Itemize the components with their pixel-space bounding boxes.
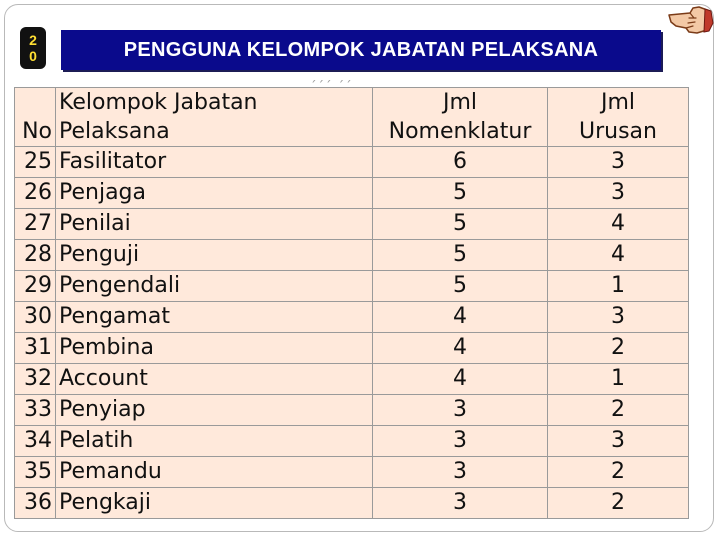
cell-urusan: 3 bbox=[548, 426, 689, 457]
table-row bbox=[15, 302, 689, 333]
cell-nomenklatur: 5 bbox=[373, 209, 548, 240]
cell-nomenklatur: 4 bbox=[373, 302, 548, 333]
col-header-nomenklatur: Jml Nomenklatur bbox=[373, 88, 548, 147]
col-header-group: Kelompok Jabatan Pelaksana bbox=[56, 88, 373, 147]
cell-urusan: 1 bbox=[548, 271, 689, 302]
cell-urusan: 2 bbox=[548, 488, 689, 519]
cell-urusan: 2 bbox=[548, 395, 689, 426]
cell-no: 26 bbox=[15, 178, 56, 209]
cell-name: Penjaga bbox=[56, 178, 373, 209]
table-row bbox=[15, 364, 689, 395]
col-header-urusan: Jml Urusan bbox=[548, 88, 689, 147]
cell-nomenklatur: 4 bbox=[373, 333, 548, 364]
cell-name: Pembina bbox=[56, 333, 373, 364]
table-header-row bbox=[15, 88, 689, 147]
slide-number-line2: 0 bbox=[29, 48, 37, 64]
col-header-no: No bbox=[15, 88, 56, 147]
table-row bbox=[15, 333, 689, 364]
cell-nomenklatur: 3 bbox=[373, 457, 548, 488]
cell-urusan: 1 bbox=[548, 364, 689, 395]
cell-urusan: 2 bbox=[548, 333, 689, 364]
table-row bbox=[15, 240, 689, 271]
cell-nomenklatur: 3 bbox=[373, 395, 548, 426]
slide-title: PENGGUNA KELOMPOK JABATAN PELAKSANA bbox=[123, 38, 599, 61]
cell-no: 34 bbox=[15, 426, 56, 457]
cell-no: 35 bbox=[15, 457, 56, 488]
cell-urusan: 3 bbox=[548, 302, 689, 333]
jabatan-table bbox=[14, 87, 689, 519]
cell-no: 30 bbox=[15, 302, 56, 333]
cell-nomenklatur: 3 bbox=[373, 426, 548, 457]
cell-no: 25 bbox=[15, 147, 56, 178]
cell-no: 31 bbox=[15, 333, 56, 364]
cell-name: Penilai bbox=[56, 209, 373, 240]
cell-name: Pemandu bbox=[56, 457, 373, 488]
cell-nomenklatur: 3 bbox=[373, 488, 548, 519]
cell-no: 29 bbox=[15, 271, 56, 302]
cell-urusan: 3 bbox=[548, 147, 689, 178]
table-row bbox=[15, 488, 689, 519]
cell-urusan: 4 bbox=[548, 209, 689, 240]
table-row bbox=[15, 395, 689, 426]
cell-urusan: 2 bbox=[548, 457, 689, 488]
pointing-hand-icon[interactable] bbox=[666, 2, 714, 36]
cell-nomenklatur: 5 bbox=[373, 271, 548, 302]
cell-no: 32 bbox=[15, 364, 56, 395]
cell-name: Pelatih bbox=[56, 426, 373, 457]
table-row bbox=[15, 209, 689, 240]
cell-name: Penyiap bbox=[56, 395, 373, 426]
cell-nomenklatur: 5 bbox=[373, 178, 548, 209]
cell-name: Pengamat bbox=[56, 302, 373, 333]
cell-name: Pengkaji bbox=[56, 488, 373, 519]
cell-urusan: 4 bbox=[548, 240, 689, 271]
table-row bbox=[15, 271, 689, 302]
cell-no: 27 bbox=[15, 209, 56, 240]
cell-no: 36 bbox=[15, 488, 56, 519]
cell-name: Fasilitator bbox=[56, 147, 373, 178]
cell-name: Account bbox=[56, 364, 373, 395]
cell-urusan: 3 bbox=[548, 178, 689, 209]
table-row bbox=[15, 178, 689, 209]
table-row bbox=[15, 147, 689, 178]
cell-name: Penguji bbox=[56, 240, 373, 271]
cell-no: 33 bbox=[15, 395, 56, 426]
slide-number-badge bbox=[20, 27, 46, 69]
table-row bbox=[15, 457, 689, 488]
title-banner bbox=[61, 30, 661, 70]
table-row bbox=[15, 426, 689, 457]
cell-nomenklatur: 4 bbox=[373, 364, 548, 395]
cell-name: Pengendali bbox=[56, 271, 373, 302]
slide-number-line1: 2 bbox=[29, 32, 37, 48]
cell-no: 28 bbox=[15, 240, 56, 271]
cell-nomenklatur: 6 bbox=[373, 147, 548, 178]
cell-nomenklatur: 5 bbox=[373, 240, 548, 271]
